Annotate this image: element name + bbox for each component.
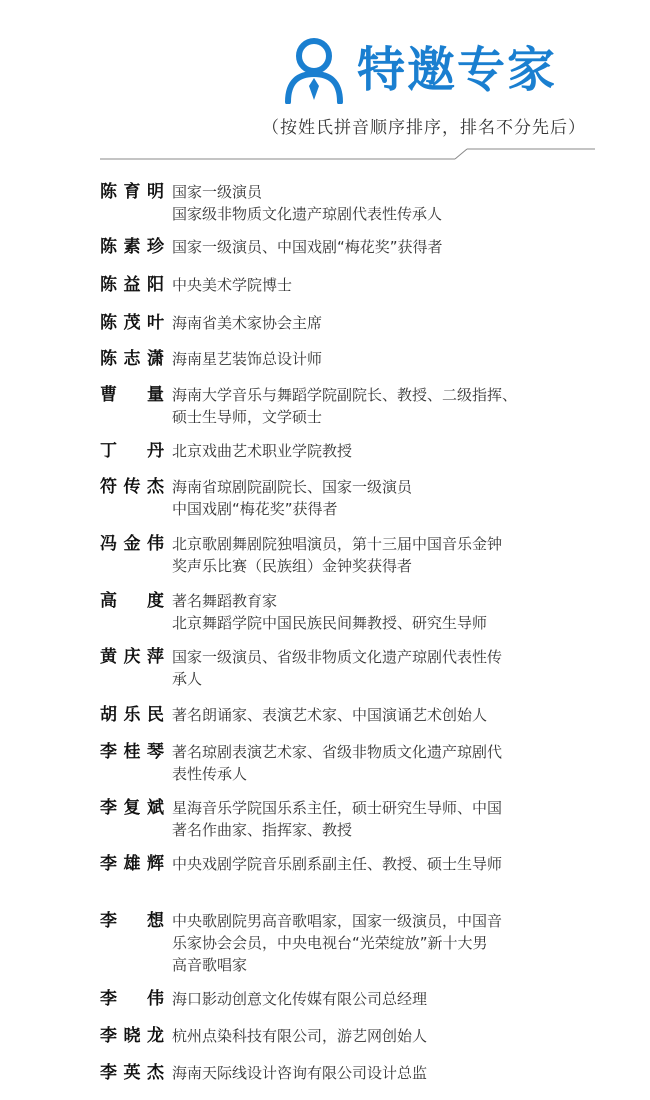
expert-row [100, 236, 580, 258]
expert-row [100, 646, 580, 690]
expert-name: 曹 量 [100, 385, 164, 405]
expert-row [100, 440, 580, 462]
expert-name: 李晓龙 [100, 1026, 164, 1046]
expert-description: 中央戏剧学院音乐剧系副主任、教授、硕士生导师 [172, 855, 503, 873]
expert-description: 中央歌剧院男高音歌唱家，国家一级演员，中国音 乐家协会会员，中央电视台“光荣绽放”新十大男 高音歌唱家 [172, 912, 503, 974]
expert-description: 国家一级演员、省级非物质文化遗产琼剧代表性传 承人 [172, 648, 503, 688]
expert-row [100, 797, 580, 841]
expert-row [100, 853, 580, 875]
expert-row [100, 476, 580, 520]
page-subtitle: （按姓氏拼音顺序排序，排名不分先后） [262, 118, 586, 138]
expert-row [100, 704, 580, 726]
expert-name: 胡乐民 [100, 705, 164, 725]
expert-name: 陈素珍 [100, 237, 164, 257]
expert-row [100, 590, 580, 634]
expert-name: 李 伟 [100, 989, 164, 1009]
expert-name: 陈志潇 [100, 349, 164, 369]
person-icon [283, 36, 345, 104]
expert-row [100, 312, 580, 334]
expert-description: 国家一级演员、中国戏剧“梅花奖”获得者 [172, 238, 443, 256]
header-divider [100, 148, 595, 162]
expert-name: 陈益阳 [100, 275, 164, 295]
page-title: 特邀专家 [357, 42, 558, 98]
expert-name: 高 度 [100, 591, 164, 611]
expert-row [100, 384, 580, 428]
expert-name: 李复斌 [100, 798, 164, 818]
expert-description: 杭州点染科技有限公司，游艺网创始人 [172, 1027, 428, 1045]
expert-row [100, 181, 580, 225]
expert-row [100, 1025, 580, 1047]
expert-row [100, 988, 580, 1010]
expert-name: 李桂琴 [100, 742, 164, 762]
expert-name: 黄庆萍 [100, 647, 164, 667]
expert-name: 丁 丹 [100, 441, 164, 461]
expert-description: 著名琼剧表演艺术家、省级非物质文化遗产琼剧代 表性传承人 [172, 743, 503, 783]
expert-description: 中央美术学院博士 [172, 276, 293, 294]
expert-name: 符传杰 [100, 477, 164, 497]
expert-description: 海南省美术家协会主席 [172, 314, 323, 332]
title-block [283, 30, 557, 110]
expert-row [100, 274, 580, 296]
expert-row [100, 741, 580, 785]
expert-description: 国家一级演员 国家级非物质文化遗产琼剧代表性传承人 [172, 183, 443, 223]
expert-row [100, 533, 580, 577]
expert-row [100, 910, 580, 976]
expert-row [100, 1062, 580, 1084]
expert-description: 海南省琼剧院副院长、国家一级演员 中国戏剧“梅花奖”获得者 [172, 478, 413, 518]
expert-name: 李 想 [100, 911, 164, 931]
expert-description: 著名朗诵家、表演艺术家、中国演诵艺术创始人 [172, 706, 488, 724]
expert-description: 海南天际线设计咨询有限公司设计总监 [172, 1064, 428, 1082]
expert-description: 海南大学音乐与舞蹈学院副院长、教授、二级指挥、 硕士生导师，文学硕士 [172, 386, 518, 426]
expert-description: 北京歌剧舞剧院独唱演员，第十三届中国音乐金钟 奖声乐比赛（民族组）金钟奖获得者 [172, 535, 503, 575]
expert-name: 陈茂叶 [100, 313, 164, 333]
expert-description: 海口影动创意文化传媒有限公司总经理 [172, 990, 428, 1008]
header [0, 0, 650, 170]
expert-name: 陈育明 [100, 182, 164, 202]
expert-description: 北京戏曲艺术职业学院教授 [172, 442, 353, 460]
expert-description: 海南星艺装饰总设计师 [172, 350, 323, 368]
expert-description: 星海音乐学院国乐系主任，硕士研究生导师、中国 著名作曲家、指挥家、教授 [172, 799, 503, 839]
expert-name: 冯金伟 [100, 534, 164, 554]
expert-row [100, 348, 580, 370]
expert-name: 李雄辉 [100, 854, 164, 874]
expert-description: 著名舞蹈教育家 北京舞蹈学院中国民族民间舞教授、研究生导师 [172, 592, 488, 632]
expert-name: 李英杰 [100, 1063, 164, 1083]
